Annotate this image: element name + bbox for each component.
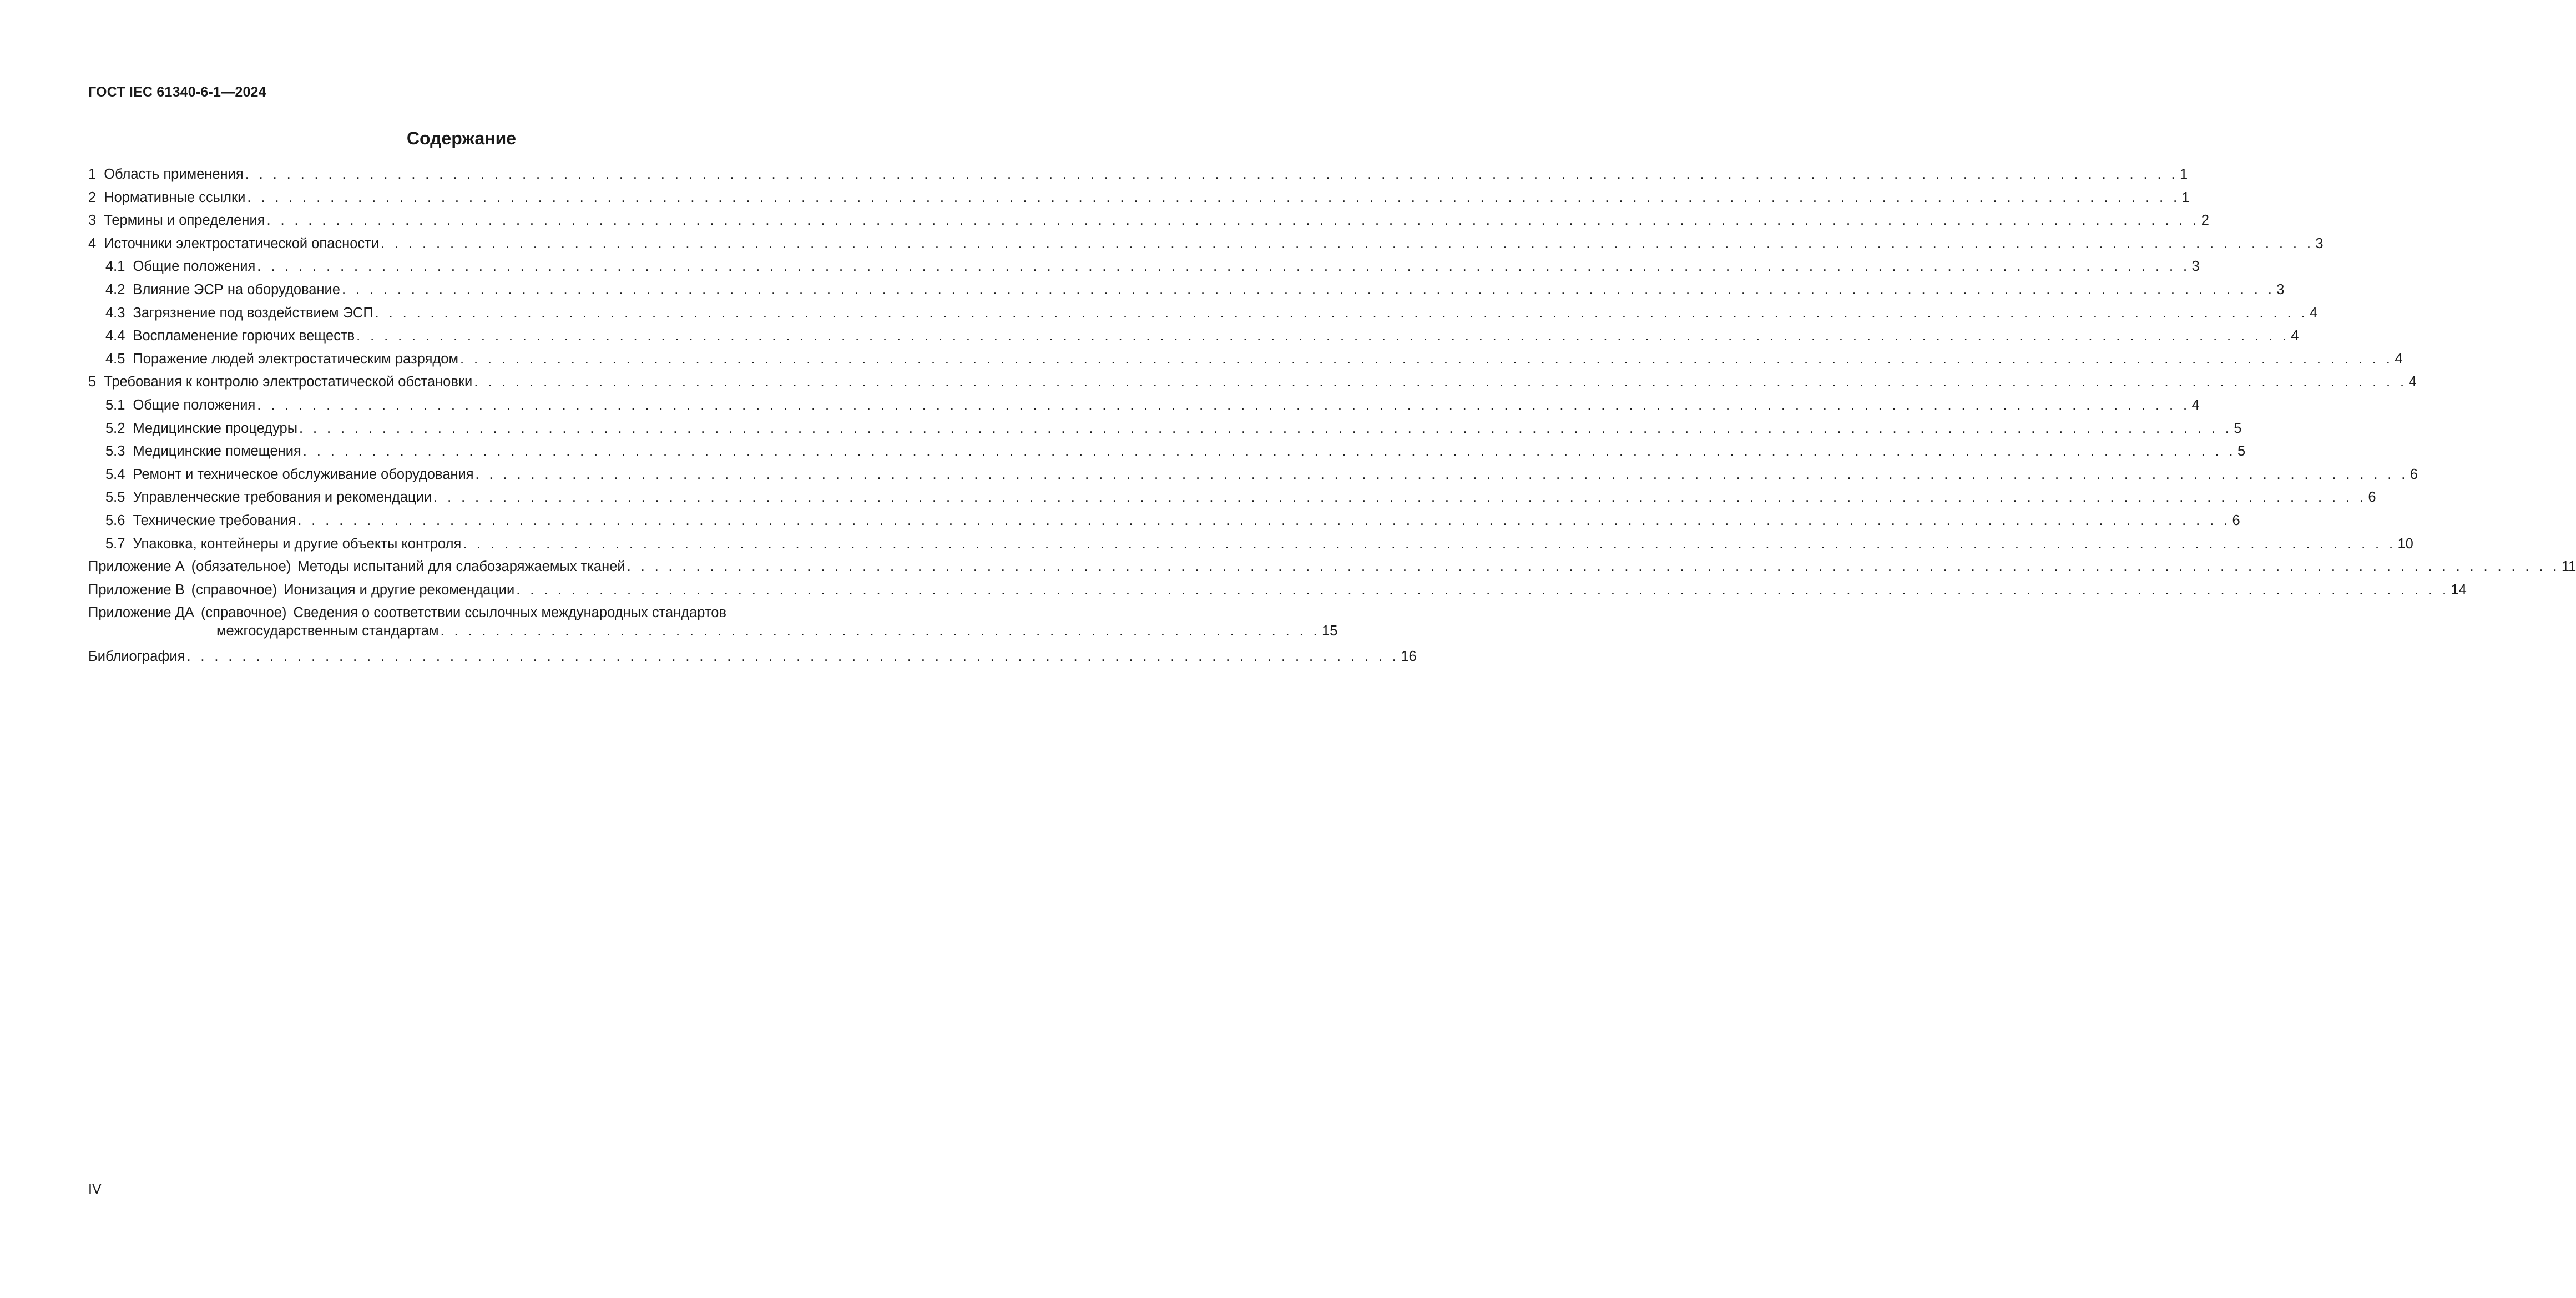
dot-leader: . . . . . . . . . . . . . . . . . . . . . . . . . . . . . . . . . . . . . . . . . . . . . . . . . . . . . . . . . . . . . . . . . . . . . . . . . . . . . . . . . . . . . . . . . . . . . . . . . . . . . . . . . . . . . . . . . . . . . . . . . . . . . . . . . . . . . . . . . . . . bbox=[245, 166, 2178, 182]
section-number: 4.4 bbox=[105, 328, 125, 344]
page-ref: 10 bbox=[2397, 536, 2413, 552]
toc-entry[interactable] bbox=[88, 394, 2200, 417]
toc-entry[interactable] bbox=[88, 163, 2188, 186]
page-ref: 1 bbox=[2181, 189, 2190, 205]
table-of-contents bbox=[88, 163, 2576, 669]
toc-entry[interactable] bbox=[88, 533, 2413, 556]
toc-entry[interactable] bbox=[88, 255, 2200, 279]
page-ref: 1 bbox=[2179, 166, 2188, 182]
section-title: Нормативные ссылки bbox=[104, 189, 246, 205]
dot-leader: . . . . . . . . . . . . . . . . . . . . . . . . . . . . . . . . . . . . . . . . . . . . . . . . . . . . . . . . . . . . . . . . . . . . . . . . . . . . . . . . . . . . . . . . . . . . . . . . . . . . . . . . . . . . . . . . . . . . . . . . . . . . . . . . . . . . . . . . . . . . bbox=[627, 559, 2560, 575]
toc-entry[interactable] bbox=[88, 186, 2190, 210]
appendix-title-line1: Сведения о соответствии ссылочных международных стандартов bbox=[293, 605, 727, 621]
appendix-title: Методы испытаний для слабозаряжаемых тканей bbox=[297, 559, 625, 575]
dot-leader: . . . . . . . . . . . . . . . . . . . . . . . . . . . . . . . . . . . . . . . . . . . . . . . . . . . . . . . . . . . . . . . . . . . . . . . . . . . . . . . . . . . . . . . . . . . . . . . . . . . . . . . . . . . . . . . . . . . . . . . . . . . . . . . . . . . . . . . . . . . . bbox=[266, 213, 2200, 229]
page-ref: 5 bbox=[2234, 420, 2242, 436]
section-number: 5.4 bbox=[105, 466, 125, 482]
dot-leader: . . . . . . . . . . . . . . . . . . . . . . . . . . . . . . . . . . . . . . . . . . . . . . . . . . . . . . . . . . . . . . . . . . . . . . . . . . . . . . . . . . . . . . . . . . . . . . . . . . . . . . . . . . . . . . . . . . . . . . . . . . . . . . . . . . . . . . . . . . . . bbox=[257, 397, 2190, 413]
section-number: 3 bbox=[88, 213, 97, 229]
dot-leader: . . . . . . . . . . . . . . . . . . . . . . . . . . . . . . . . . . . . . . . . . . . . . . . . . . . . . . . . . . . . . . . . . . . . . . . . . . . . . . . . . . . . . . . . . . . . . . . . . . . . . . . . . . . . . . . . . . . . . . . . . . . . . . . . . . . . . . . . . . . . bbox=[375, 305, 2308, 321]
section-number: 4.2 bbox=[105, 281, 125, 297]
section-number: 1 bbox=[88, 166, 97, 182]
toc-entry[interactable] bbox=[88, 209, 2209, 233]
appendix-type: (справочное) bbox=[200, 605, 287, 621]
section-title: Медицинские процедуры bbox=[133, 420, 298, 436]
section-number: 4.1 bbox=[105, 259, 125, 275]
page-ref: 2 bbox=[2201, 213, 2209, 229]
page-ref: 3 bbox=[2315, 235, 2324, 251]
appendix-label: Приложение ДА bbox=[88, 605, 194, 621]
dot-leader: . . . . . . . . . . . . . . . . . . . . . . . . . . . . . . . . . . . . . . . . . . . . . . . . . . . . . . . . . . . . . . . . bbox=[440, 623, 1321, 639]
section-number: 5.7 bbox=[105, 536, 125, 552]
appendix-title: Ионизация и другие рекомендации bbox=[284, 582, 515, 598]
dot-leader: . . . . . . . . . . . . . . . . . . . . . . . . . . . . . . . . . . . . . . . . . . . . . . . . . . . . . . . . . . . . . . . . . . . . . . . . . . . . . . . . . . . . . . . . . . . . . . . . . . . . . . . . . . . . . . . . . . . . . . . . . . . . . . . . . . . . . . . . . . . . bbox=[356, 328, 2290, 344]
dot-leader: . . . . . . . . . . . . . . . . . . . . . . . . . . . . . . . . . . . . . . . . . . . . . . . . . . . . . . . . . . . . . . . . . . . . . . . . . . . . . . . . . . . . . . . . . . . . . . . . . . . . . . . . . . . . . . . . . . . . . . . . . . . . . . . . . . . . . . . . . . . . bbox=[341, 281, 2275, 297]
page-ref: 4 bbox=[2191, 397, 2200, 413]
section-title: Общие положения bbox=[133, 397, 256, 413]
page-ref: 15 bbox=[1322, 623, 1338, 639]
page-ref: 6 bbox=[2410, 466, 2418, 482]
dot-leader: . . . . . . . . . . . . . . . . . . . . . . . . . . . . . . . . . . . . . . . . . . . . . . . . . . . . . . . . . . . . . . . . . . . . . . . . . . . . . . . . . . . . . . . . . . . . . . . . . . . . . . . . . . . . . . . . . . . . . . . . . . . . . . . . . . . . . . . . . . . . bbox=[247, 189, 2180, 205]
section-title: Загрязнение под воздействием ЭСП bbox=[133, 305, 373, 321]
appendix-title-line2: межгосударственным стандартам bbox=[216, 623, 439, 639]
page-ref: 4 bbox=[2309, 305, 2318, 321]
page-ref: 6 bbox=[2368, 489, 2376, 506]
page-ref: 3 bbox=[2276, 281, 2285, 297]
dot-leader: . . . . . . . . . . . . . . . . . . . . . . . . . . . . . . . . . . . . . . . . . . . . . . . . . . . . . . . . . . . . . . . . . . . . . . . . . . . . . . . . . . . . . . . . . . . . . . . . . . . . . . . . . . . . . . . . . . . . . . . . . . . . . . . . . . . . . . . . . . . . bbox=[297, 512, 2231, 528]
appendix-label: Приложение А bbox=[88, 559, 185, 575]
dot-leader: . . . . . . . . . . . . . . . . . . . . . . . . . . . . . . . . . . . . . . . . . . . . . . . . . . . . . . . . . . . . . . . . . . . . . . . . . . . . . . . . . . . . . . . . . . . . . . . . . . . . . . . . . . . . . . . . . . . . . . . . . . . . . . . . . . . . . . . . . . . . bbox=[299, 420, 2232, 436]
dot-leader: . . . . . . . . . . . . . . . . . . . . . . . . . . . . . . . . . . . . . . . . . . . . . . . . . . . . . . . . . . . . . . . . . . . . . . . . . . . . . . . . . . . . . . . . . . . . . . . . . . . . . . . . . . . . . . . . . . . . . . . . . . . . . . . . . . . . . . . . . . . . bbox=[516, 582, 2449, 598]
toc-entry-bibliography[interactable] bbox=[88, 645, 1417, 669]
section-number: 4 bbox=[88, 235, 97, 251]
dot-leader: . . . . . . . . . . . . . . . . . . . . . . . . . . . . . . . . . . . . . . . . . . . . . . . . . . . . . . . . . . . . . . . . . . . . . . . . . . . . . . . . . . . . . . . . . . . . . . . . . . . . . . . . . . . . . . . . . . . . . . . . . . . . . . . . . . . . . . . . . . . . bbox=[475, 466, 2408, 482]
page-ref: 14 bbox=[2451, 582, 2467, 598]
dot-leader: . . . . . . . . . . . . . . . . . . . . . . . . . . . . . . . . . . . . . . . . . . . . . . . . . . . . . . . . . . . . . . . . . . . . . . . . . . . . . . . . . . . . . . . . . . . . . . . . . . . . . . . . . . . . . . . . . . . . . . . . . . . . . . . . . . . . . . . . . . . . bbox=[433, 489, 2367, 506]
section-number: 5.2 bbox=[105, 420, 125, 436]
section-number: 4.3 bbox=[105, 305, 125, 321]
toc-appendices bbox=[88, 555, 2576, 602]
toc-entry-appendix-da[interactable] bbox=[88, 602, 1338, 645]
appendix-label: Приложение В bbox=[88, 582, 185, 598]
page-ref: 16 bbox=[1401, 649, 1417, 665]
dot-leader: . . . . . . . . . . . . . . . . . . . . . . . . . . . . . . . . . . . . . . . . . . . . . . . . . . . . . . . . . . . . . . . . . . . . . . . . . . . . . . . . . . . . . . . . bbox=[186, 649, 1400, 665]
document-standard-id: ГОСТ IEC 61340-6-1—2024 bbox=[88, 84, 266, 100]
page-ref: 11 bbox=[2561, 559, 2576, 575]
section-title: Область применения bbox=[104, 166, 244, 182]
toc-title: Содержание bbox=[406, 128, 517, 148]
section-title: Воспламенение горючих веществ bbox=[133, 328, 355, 344]
toc-entry[interactable] bbox=[88, 348, 2403, 371]
toc-entry[interactable] bbox=[88, 509, 2240, 533]
section-number: 4.5 bbox=[105, 351, 125, 367]
toc-entry[interactable] bbox=[88, 417, 2242, 441]
toc-entry[interactable] bbox=[88, 440, 2246, 463]
page-ref: 4 bbox=[2291, 328, 2299, 344]
section-number: 2 bbox=[88, 189, 97, 205]
bibliography-title: Библиография bbox=[88, 649, 185, 665]
section-title: Термины и определения bbox=[104, 213, 265, 229]
toc-entry[interactable] bbox=[88, 463, 2418, 487]
appendix-type: (справочное) bbox=[191, 582, 277, 598]
page-ref: 5 bbox=[2237, 443, 2246, 459]
appendix-type: (обязательное) bbox=[191, 559, 291, 575]
dot-leader: . . . . . . . . . . . . . . . . . . . . . . . . . . . . . . . . . . . . . . . . . . . . . . . . . . . . . . . . . . . . . . . . . . . . . . . . . . . . . . . . . . . . . . . . . . . . . . . . . . . . . . . . . . . . . . . . . . . . . . . . . . . . . . . . . . . . . . . . . . . . bbox=[381, 235, 2314, 251]
page-ref: 6 bbox=[2232, 512, 2240, 528]
page-number: IV bbox=[88, 1181, 102, 1197]
toc-entry[interactable] bbox=[88, 279, 2285, 302]
page-ref: 4 bbox=[2395, 351, 2403, 367]
toc-entry[interactable] bbox=[88, 486, 2376, 509]
toc-entries bbox=[88, 163, 2418, 555]
toc-entry[interactable] bbox=[88, 371, 2417, 394]
section-title: Технические требования bbox=[133, 512, 296, 528]
toc-entry-appendix[interactable] bbox=[88, 555, 2576, 579]
dot-leader: . . . . . . . . . . . . . . . . . . . . . . . . . . . . . . . . . . . . . . . . . . . . . . . . . . . . . . . . . . . . . . . . . . . . . . . . . . . . . . . . . . . . . . . . . . . . . . . . . . . . . . . . . . . . . . . . . . . . . . . . . . . . . . . . . . . . . . . . . . . . bbox=[463, 536, 2396, 552]
section-title: Требования к контролю электростатической обстановки bbox=[104, 374, 473, 390]
toc-entry[interactable] bbox=[88, 302, 2318, 325]
section-number: 5.3 bbox=[105, 443, 125, 459]
section-title: Влияние ЭСР на оборудование bbox=[133, 281, 340, 297]
section-number: 5 bbox=[88, 374, 97, 390]
toc-entry[interactable] bbox=[88, 325, 2299, 348]
section-number: 5.6 bbox=[105, 512, 125, 528]
section-number: 5.5 bbox=[105, 489, 125, 506]
section-number: 5.1 bbox=[105, 397, 125, 413]
dot-leader: . . . . . . . . . . . . . . . . . . . . . . . . . . . . . . . . . . . . . . . . . . . . . . . . . . . . . . . . . . . . . . . . . . . . . . . . . . . . . . . . . . . . . . . . . . . . . . . . . . . . . . . . . . . . . . . . . . . . . . . . . . . . . . . . . . . . . . . . . . . . bbox=[474, 374, 2407, 390]
page-ref: 4 bbox=[2408, 374, 2417, 390]
dot-leader: . . . . . . . . . . . . . . . . . . . . . . . . . . . . . . . . . . . . . . . . . . . . . . . . . . . . . . . . . . . . . . . . . . . . . . . . . . . . . . . . . . . . . . . . . . . . . . . . . . . . . . . . . . . . . . . . . . . . . . . . . . . . . . . . . . . . . . . . . . . . bbox=[459, 351, 2393, 367]
section-title: Управленческие требования и рекомендации bbox=[133, 489, 432, 506]
page-ref: 3 bbox=[2191, 259, 2200, 275]
section-title: Упаковка, контейнеры и другие объекты контроля bbox=[133, 536, 462, 552]
toc-entry[interactable] bbox=[88, 233, 2324, 256]
section-title: Общие положения bbox=[133, 259, 256, 275]
section-title: Поражение людей электростатическим разрядом bbox=[133, 351, 458, 367]
dot-leader: . . . . . . . . . . . . . . . . . . . . . . . . . . . . . . . . . . . . . . . . . . . . . . . . . . . . . . . . . . . . . . . . . . . . . . . . . . . . . . . . . . . . . . . . . . . . . . . . . . . . . . . . . . . . . . . . . . . . . . . . . . . . . . . . . . . . . . . . . . . . bbox=[302, 443, 2236, 459]
section-title: Ремонт и техническое обслуживание оборудования bbox=[133, 466, 474, 482]
dot-leader: . . . . . . . . . . . . . . . . . . . . . . . . . . . . . . . . . . . . . . . . . . . . . . . . . . . . . . . . . . . . . . . . . . . . . . . . . . . . . . . . . . . . . . . . . . . . . . . . . . . . . . . . . . . . . . . . . . . . . . . . . . . . . . . . . . . . . . . . . . . . bbox=[257, 259, 2190, 275]
section-title: Источники электростатической опасности bbox=[104, 235, 380, 251]
toc-entry-appendix[interactable] bbox=[88, 579, 2467, 602]
section-title: Медицинские помещения bbox=[133, 443, 301, 459]
